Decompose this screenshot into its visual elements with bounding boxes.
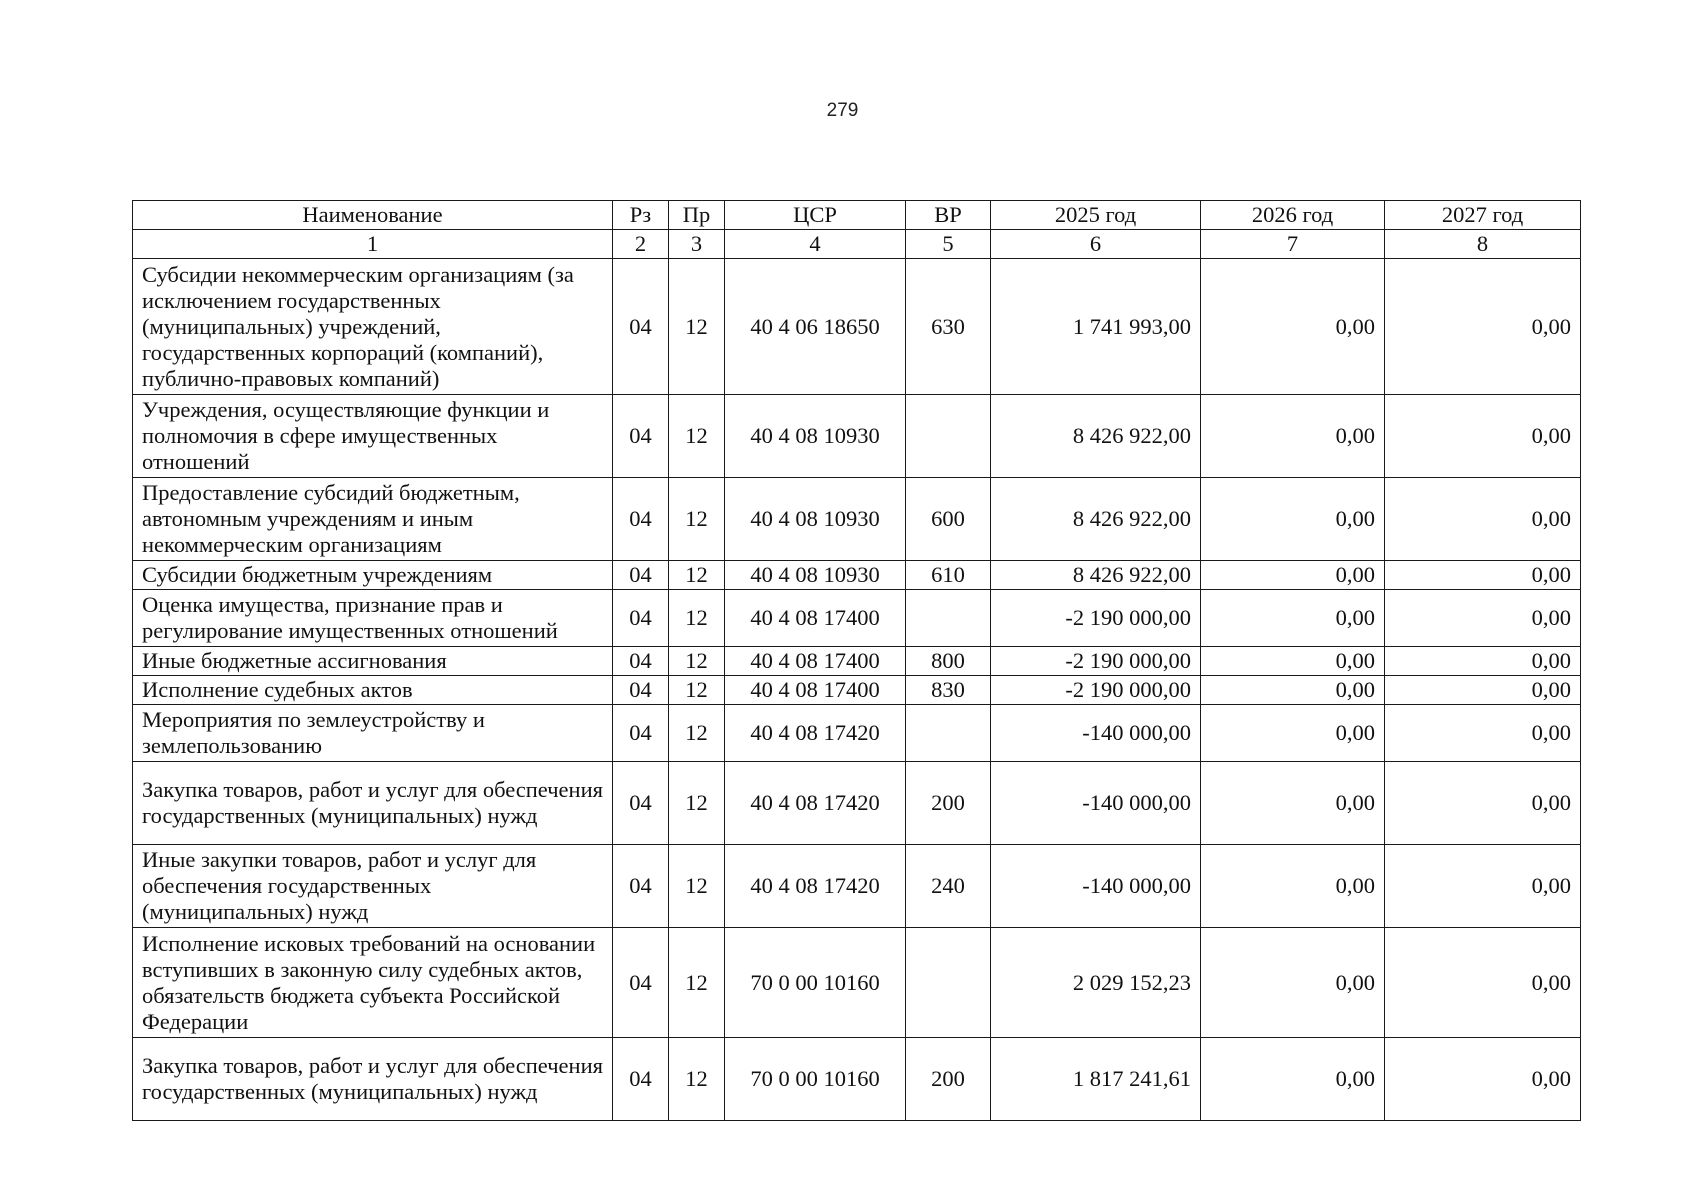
row-vr: 630: [906, 259, 991, 395]
row-pr: 12: [669, 676, 725, 705]
row-2026: 0,00: [1201, 590, 1385, 647]
column-number: 7: [1201, 230, 1385, 259]
row-csr: 40 4 08 17420: [725, 845, 906, 928]
row-pr: 12: [669, 395, 725, 478]
row-2027: 0,00: [1385, 395, 1581, 478]
row-vr: 200: [906, 762, 991, 845]
row-vr: 610: [906, 561, 991, 590]
table-row: [133, 647, 1581, 676]
row-2026: 0,00: [1201, 259, 1385, 395]
row-rz: 04: [613, 259, 669, 395]
row-pr: 12: [669, 928, 725, 1038]
row-2025: -140 000,00: [991, 845, 1201, 928]
row-2025: -2 190 000,00: [991, 590, 1201, 647]
row-vr: [906, 705, 991, 762]
row-csr: 40 4 08 10930: [725, 395, 906, 478]
row-rz: 04: [613, 705, 669, 762]
row-2026: 0,00: [1201, 705, 1385, 762]
row-vr: 240: [906, 845, 991, 928]
row-2025: -140 000,00: [991, 762, 1201, 845]
row-2027: 0,00: [1385, 259, 1581, 395]
row-2026: 0,00: [1201, 647, 1385, 676]
column-number: 6: [991, 230, 1201, 259]
row-2027: 0,00: [1385, 705, 1581, 762]
table-row: [133, 928, 1581, 1038]
header-rz: Рз: [613, 201, 669, 230]
row-2027: 0,00: [1385, 928, 1581, 1038]
table-row: [133, 590, 1581, 647]
row-csr: 40 4 08 17400: [725, 590, 906, 647]
table-row: [133, 845, 1581, 928]
header-2025: 2025 год: [991, 201, 1201, 230]
row-vr: 200: [906, 1038, 991, 1121]
row-name: Субсидии бюджетным учреждениям: [133, 561, 613, 590]
row-name: Оценка имущества, признание прав и регулирование имущественных отношений: [133, 590, 613, 647]
header-2027: 2027 год: [1385, 201, 1581, 230]
column-number: 4: [725, 230, 906, 259]
row-name: Иные бюджетные ассигнования: [133, 647, 613, 676]
table-row: [133, 705, 1581, 762]
row-rz: 04: [613, 561, 669, 590]
row-name: Закупка товаров, работ и услуг для обеспечения государственных (муниципальных) нужд: [133, 762, 613, 845]
row-rz: 04: [613, 845, 669, 928]
row-csr: 40 4 06 18650: [725, 259, 906, 395]
row-name: Закупка товаров, работ и услуг для обеспечения государственных (муниципальных) нужд: [133, 1038, 613, 1121]
row-vr: [906, 395, 991, 478]
row-name: Учреждения, осуществляющие функции и полномочия в сфере имущественных отношений: [133, 395, 613, 478]
row-2025: -2 190 000,00: [991, 647, 1201, 676]
row-name: Исполнение исковых требований на основании вступивших в законную силу судебных актов, обязательств бюджета субъекта Российской Федерации: [133, 928, 613, 1038]
table-row: [133, 259, 1581, 395]
row-rz: 04: [613, 647, 669, 676]
row-csr: 40 4 08 17420: [725, 762, 906, 845]
row-pr: 12: [669, 259, 725, 395]
header-row: [133, 201, 1581, 230]
row-2026: 0,00: [1201, 395, 1385, 478]
row-csr: 40 4 08 17400: [725, 676, 906, 705]
row-2025: 2 029 152,23: [991, 928, 1201, 1038]
row-2025: -140 000,00: [991, 705, 1201, 762]
row-rz: 04: [613, 395, 669, 478]
row-2027: 0,00: [1385, 762, 1581, 845]
column-number-row: [133, 230, 1581, 259]
row-vr: [906, 590, 991, 647]
header-pr: Пр: [669, 201, 725, 230]
table-row: [133, 561, 1581, 590]
row-2027: 0,00: [1385, 478, 1581, 561]
row-rz: 04: [613, 478, 669, 561]
column-number: 2: [613, 230, 669, 259]
row-name: Мероприятия по землеустройству и землепользованию: [133, 705, 613, 762]
row-pr: 12: [669, 478, 725, 561]
budget-table: [132, 200, 1581, 1121]
row-2027: 0,00: [1385, 676, 1581, 705]
row-2025: 8 426 922,00: [991, 561, 1201, 590]
table-row: [133, 1038, 1581, 1121]
row-rz: 04: [613, 1038, 669, 1121]
row-2027: 0,00: [1385, 845, 1581, 928]
row-name: Предоставление субсидий бюджетным, автономным учреждениям и иным некоммерческим организациям: [133, 478, 613, 561]
row-2027: 0,00: [1385, 647, 1581, 676]
row-csr: 70 0 00 10160: [725, 1038, 906, 1121]
row-2025: 1 817 241,61: [991, 1038, 1201, 1121]
row-2026: 0,00: [1201, 478, 1385, 561]
row-2027: 0,00: [1385, 561, 1581, 590]
row-2027: 0,00: [1385, 590, 1581, 647]
header-vr: ВР: [906, 201, 991, 230]
table-row: [133, 395, 1581, 478]
row-2026: 0,00: [1201, 1038, 1385, 1121]
row-name: Субсидии некоммерческим организациям (за исключением государственных (муниципальных) учреждений, государственных корпораций (компаний), публично-правовых компаний): [133, 259, 613, 395]
row-csr: 40 4 08 10930: [725, 478, 906, 561]
row-pr: 12: [669, 705, 725, 762]
row-rz: 04: [613, 590, 669, 647]
row-rz: 04: [613, 928, 669, 1038]
row-csr: 40 4 08 10930: [725, 561, 906, 590]
row-pr: 12: [669, 561, 725, 590]
column-number: 5: [906, 230, 991, 259]
row-vr: 600: [906, 478, 991, 561]
row-pr: 12: [669, 590, 725, 647]
row-2026: 0,00: [1201, 561, 1385, 590]
row-2025: 1 741 993,00: [991, 259, 1201, 395]
table-row: [133, 478, 1581, 561]
column-number: 3: [669, 230, 725, 259]
row-vr: [906, 928, 991, 1038]
row-2026: 0,00: [1201, 676, 1385, 705]
column-number: 1: [133, 230, 613, 259]
table-row: [133, 676, 1581, 705]
row-pr: 12: [669, 1038, 725, 1121]
row-pr: 12: [669, 647, 725, 676]
row-2026: 0,00: [1201, 845, 1385, 928]
header-csr: ЦСР: [725, 201, 906, 230]
row-2027: 0,00: [1385, 1038, 1581, 1121]
row-csr: 40 4 08 17400: [725, 647, 906, 676]
row-rz: 04: [613, 762, 669, 845]
row-rz: 04: [613, 676, 669, 705]
row-2025: 8 426 922,00: [991, 478, 1201, 561]
row-vr: 830: [906, 676, 991, 705]
row-pr: 12: [669, 845, 725, 928]
row-pr: 12: [669, 762, 725, 845]
row-name: Исполнение судебных актов: [133, 676, 613, 705]
header-2026: 2026 год: [1201, 201, 1385, 230]
row-vr: 800: [906, 647, 991, 676]
row-name: Иные закупки товаров, работ и услуг для обеспечения государственных (муниципальных) нужд: [133, 845, 613, 928]
row-2026: 0,00: [1201, 928, 1385, 1038]
row-2025: 8 426 922,00: [991, 395, 1201, 478]
table-row: [133, 762, 1581, 845]
row-csr: 70 0 00 10160: [725, 928, 906, 1038]
row-2026: 0,00: [1201, 762, 1385, 845]
row-2025: -2 190 000,00: [991, 676, 1201, 705]
row-csr: 40 4 08 17420: [725, 705, 906, 762]
header-name: Наименование: [133, 201, 613, 230]
column-number: 8: [1385, 230, 1581, 259]
page-number: 279: [826, 100, 859, 121]
